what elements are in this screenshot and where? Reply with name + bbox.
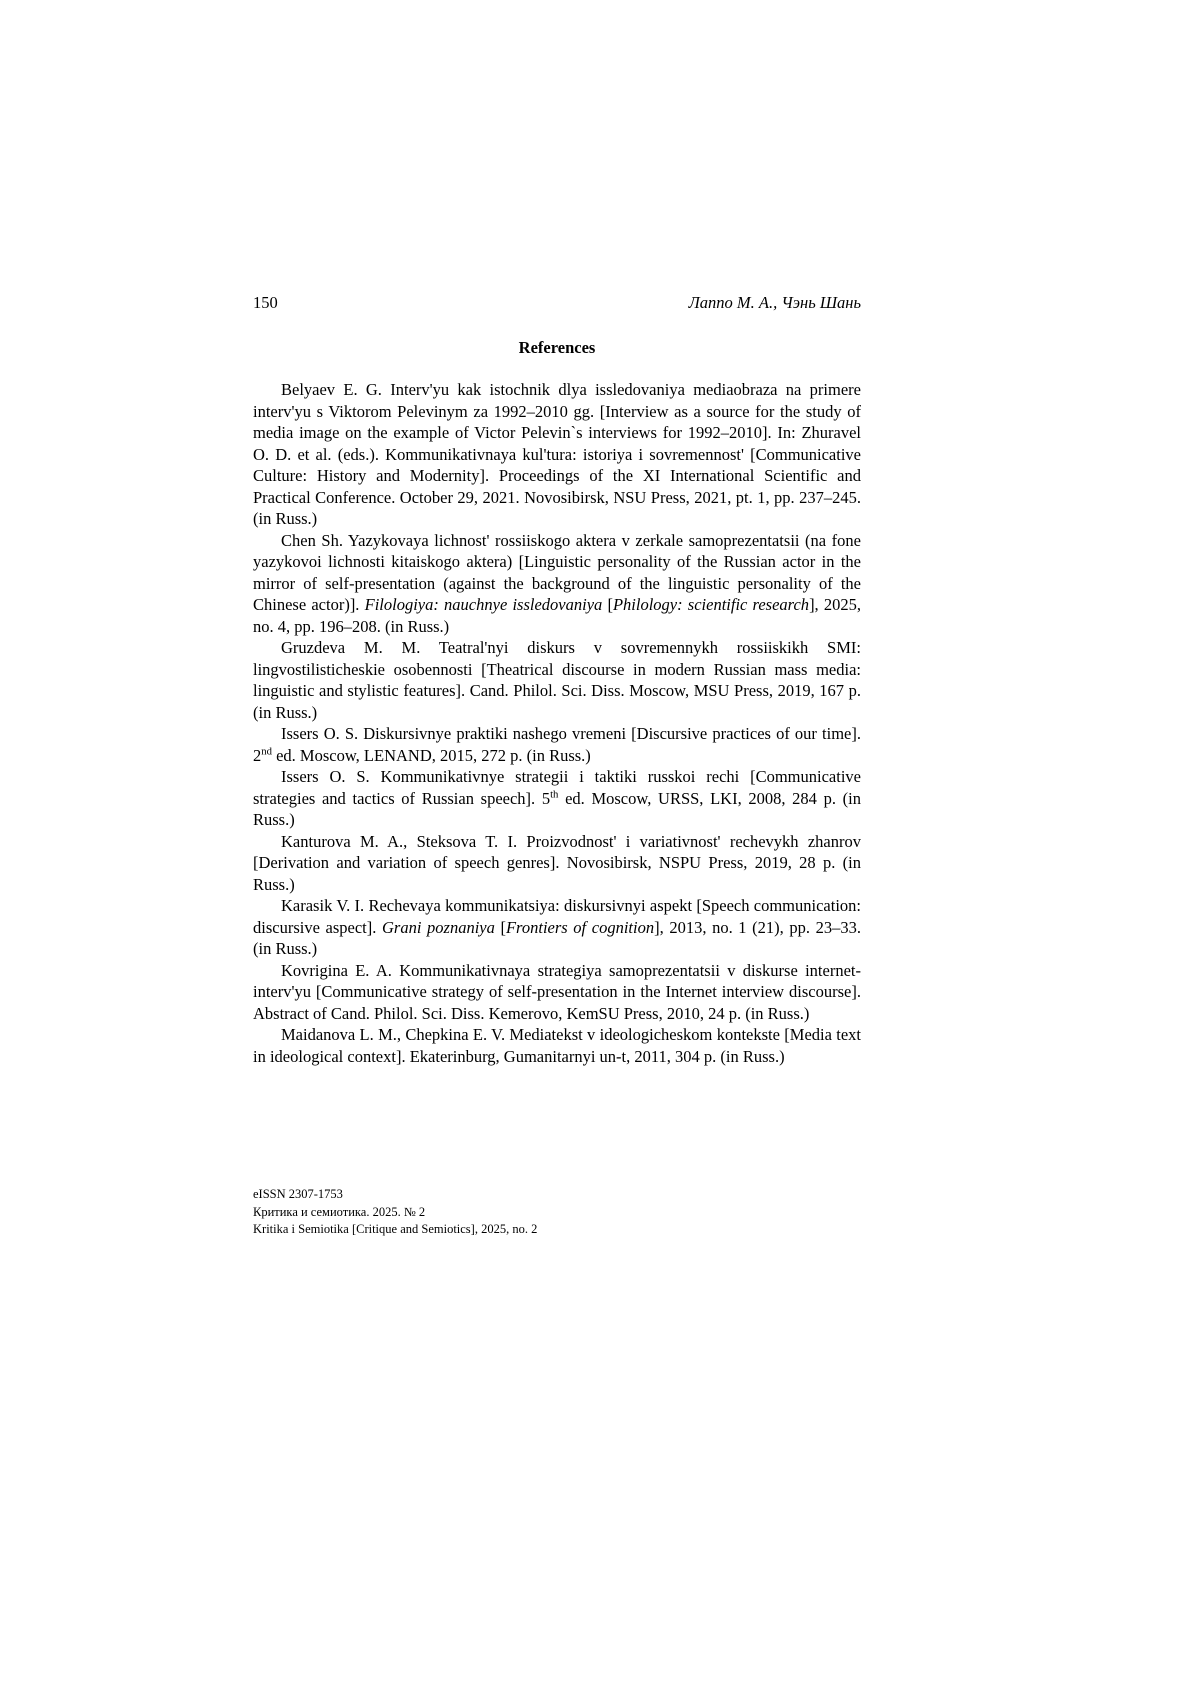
reference-text-segment: Issers O. S. Kommunikativnye strategii i taktiki russkoi rechi [Communicative strategies and tactics of Russian speech]. 5 [253,767,861,808]
reference-text-segment: Kovrigina E. A. Kommunikativnaya strategiya samoprezentatsii v diskurse internet-interv'yu [Communicative strategy of self-presentation in the Internet interview discourse]. Abstract of Cand. Philol. Sci. Diss. Kemerovo, KemSU Press, 2010, 24 p. (in Russ.) [253,960,861,1023]
references-list [253,379,861,1067]
reference-text-segment: nd [261,745,272,757]
reference-text-segment: ed. Moscow, URSS, LKI, 2008, 284 p. (in Russ.) [253,788,861,829]
reference-text-segment: Issers O. S. Diskursivnye praktiki nashego vremeni [Discursive practices of our time]. 2 [253,724,861,765]
reference-item [253,831,861,896]
running-head-authors: Лаппо М. А., Чэнь Шань [688,293,861,312]
page-header [253,292,861,313]
reference-text-segment: ], 2025, no. 4, pp. 196–208. (in Russ.) [253,595,861,636]
reference-text-segment: ed. Moscow, LENAND, 2015, 272 p. (in Russ.) [271,745,591,765]
reference-item [253,379,861,530]
footer-eissn: eISSN 2307-1753 [253,1187,343,1201]
reference-text-segment: Chen Sh. Yazykovaya lichnost' rossiiskogo aktera v zerkale samoprezentatsii (na fone yazykovoi lichnosti kitaiskogo aktera) [Linguistic personality of the Russian actor in the mirror of self-presentation (against the background of the linguistic personality of the Chinese actor)]. [253,530,861,614]
reference-text-segment: [ [602,595,613,614]
reference-text-segment: Maidanova L. M., Chepkina E. V. Mediatekst v ideologicheskom kontekste [Media text in ideological context]. Ekaterinburg, Gumanitarnyi un-t, 2011, 304 p. (in Russ.) [253,1025,861,1066]
reference-text-segment: ], 2013, no. 1 (21), pp. 23–33. (in Russ.) [253,917,862,958]
reference-text-segment: Filologiya: nauchnye issledovaniya [364,595,603,614]
reference-item [253,723,861,766]
reference-item [253,895,861,960]
reference-item [253,530,861,638]
reference-text-segment: Belyaev E. G. Interv'yu kak istochnik dlya issledovaniya mediaobraza na primere interv'yu s Viktorom Pelevinym za 1992–2010 gg. [Interview as a source for the study of media image on the example of Victor Pelevin`s interviews for 1992–2010]. In: Zhuravel O. D. et al. (eds.). Kommunikativnaya kul'tura: istoriya i sovremennost' [Communicative Culture: History and Modernity]. Proceedings of the XI International Scientific and Practical Conference. October 29, 2021. Novosibirsk, NSU Press, 2021, pt. 1, pp. 237–245. (in Russ.) [253,380,861,528]
reference-text-segment: Frontiers of cognition [505,917,655,937]
footer-journal-title-russian: Критика и семиотика. 2025. № 2 [253,1204,426,1219]
reference-text-segment: Kanturova M. A., Steksova T. I. Proizvodnost' i variativnost' rechevykh zhanrov [Derivation and variation of speech genres]. Novosibirsk, NSPU Press, 2019, 28 p. (in Russ.) [253,831,861,894]
page-content-column [253,292,861,1067]
reference-item [253,1024,861,1067]
reference-text-segment: th [550,788,559,800]
reference-text-segment: [ [494,917,506,937]
reference-item [253,766,861,831]
reference-text-segment: Grani poznaniya [381,917,495,937]
reference-text-segment: Philology: scientific research [612,595,810,614]
page-number: 150 [253,293,278,312]
reference-text-segment: Karasik V. I. Rechevaya kommunikatsiya: diskursivnyi aspekt [Speech communication: discursive aspect]. [253,896,861,937]
reference-item [253,637,861,723]
reference-text-segment: Gruzdeva M. M. Teatral'nyi diskurs v sovremennykh rossiiskikh SMI: lingvostilisticheskie osobennosti [Theatrical discourse in modern Russian mass media: linguistic and stylistic features]. Cand. Philol. Sci. Diss. Moscow, MSU Press, 2019, 167 p. (in Russ.) [253,638,861,722]
reference-item [253,960,861,1025]
section-title: References [518,338,596,357]
page-footer [253,1186,537,1239]
footer-journal-title-english: Kritika i Semiotika [Critique and Semiotics], 2025, no. 2 [253,1222,538,1236]
